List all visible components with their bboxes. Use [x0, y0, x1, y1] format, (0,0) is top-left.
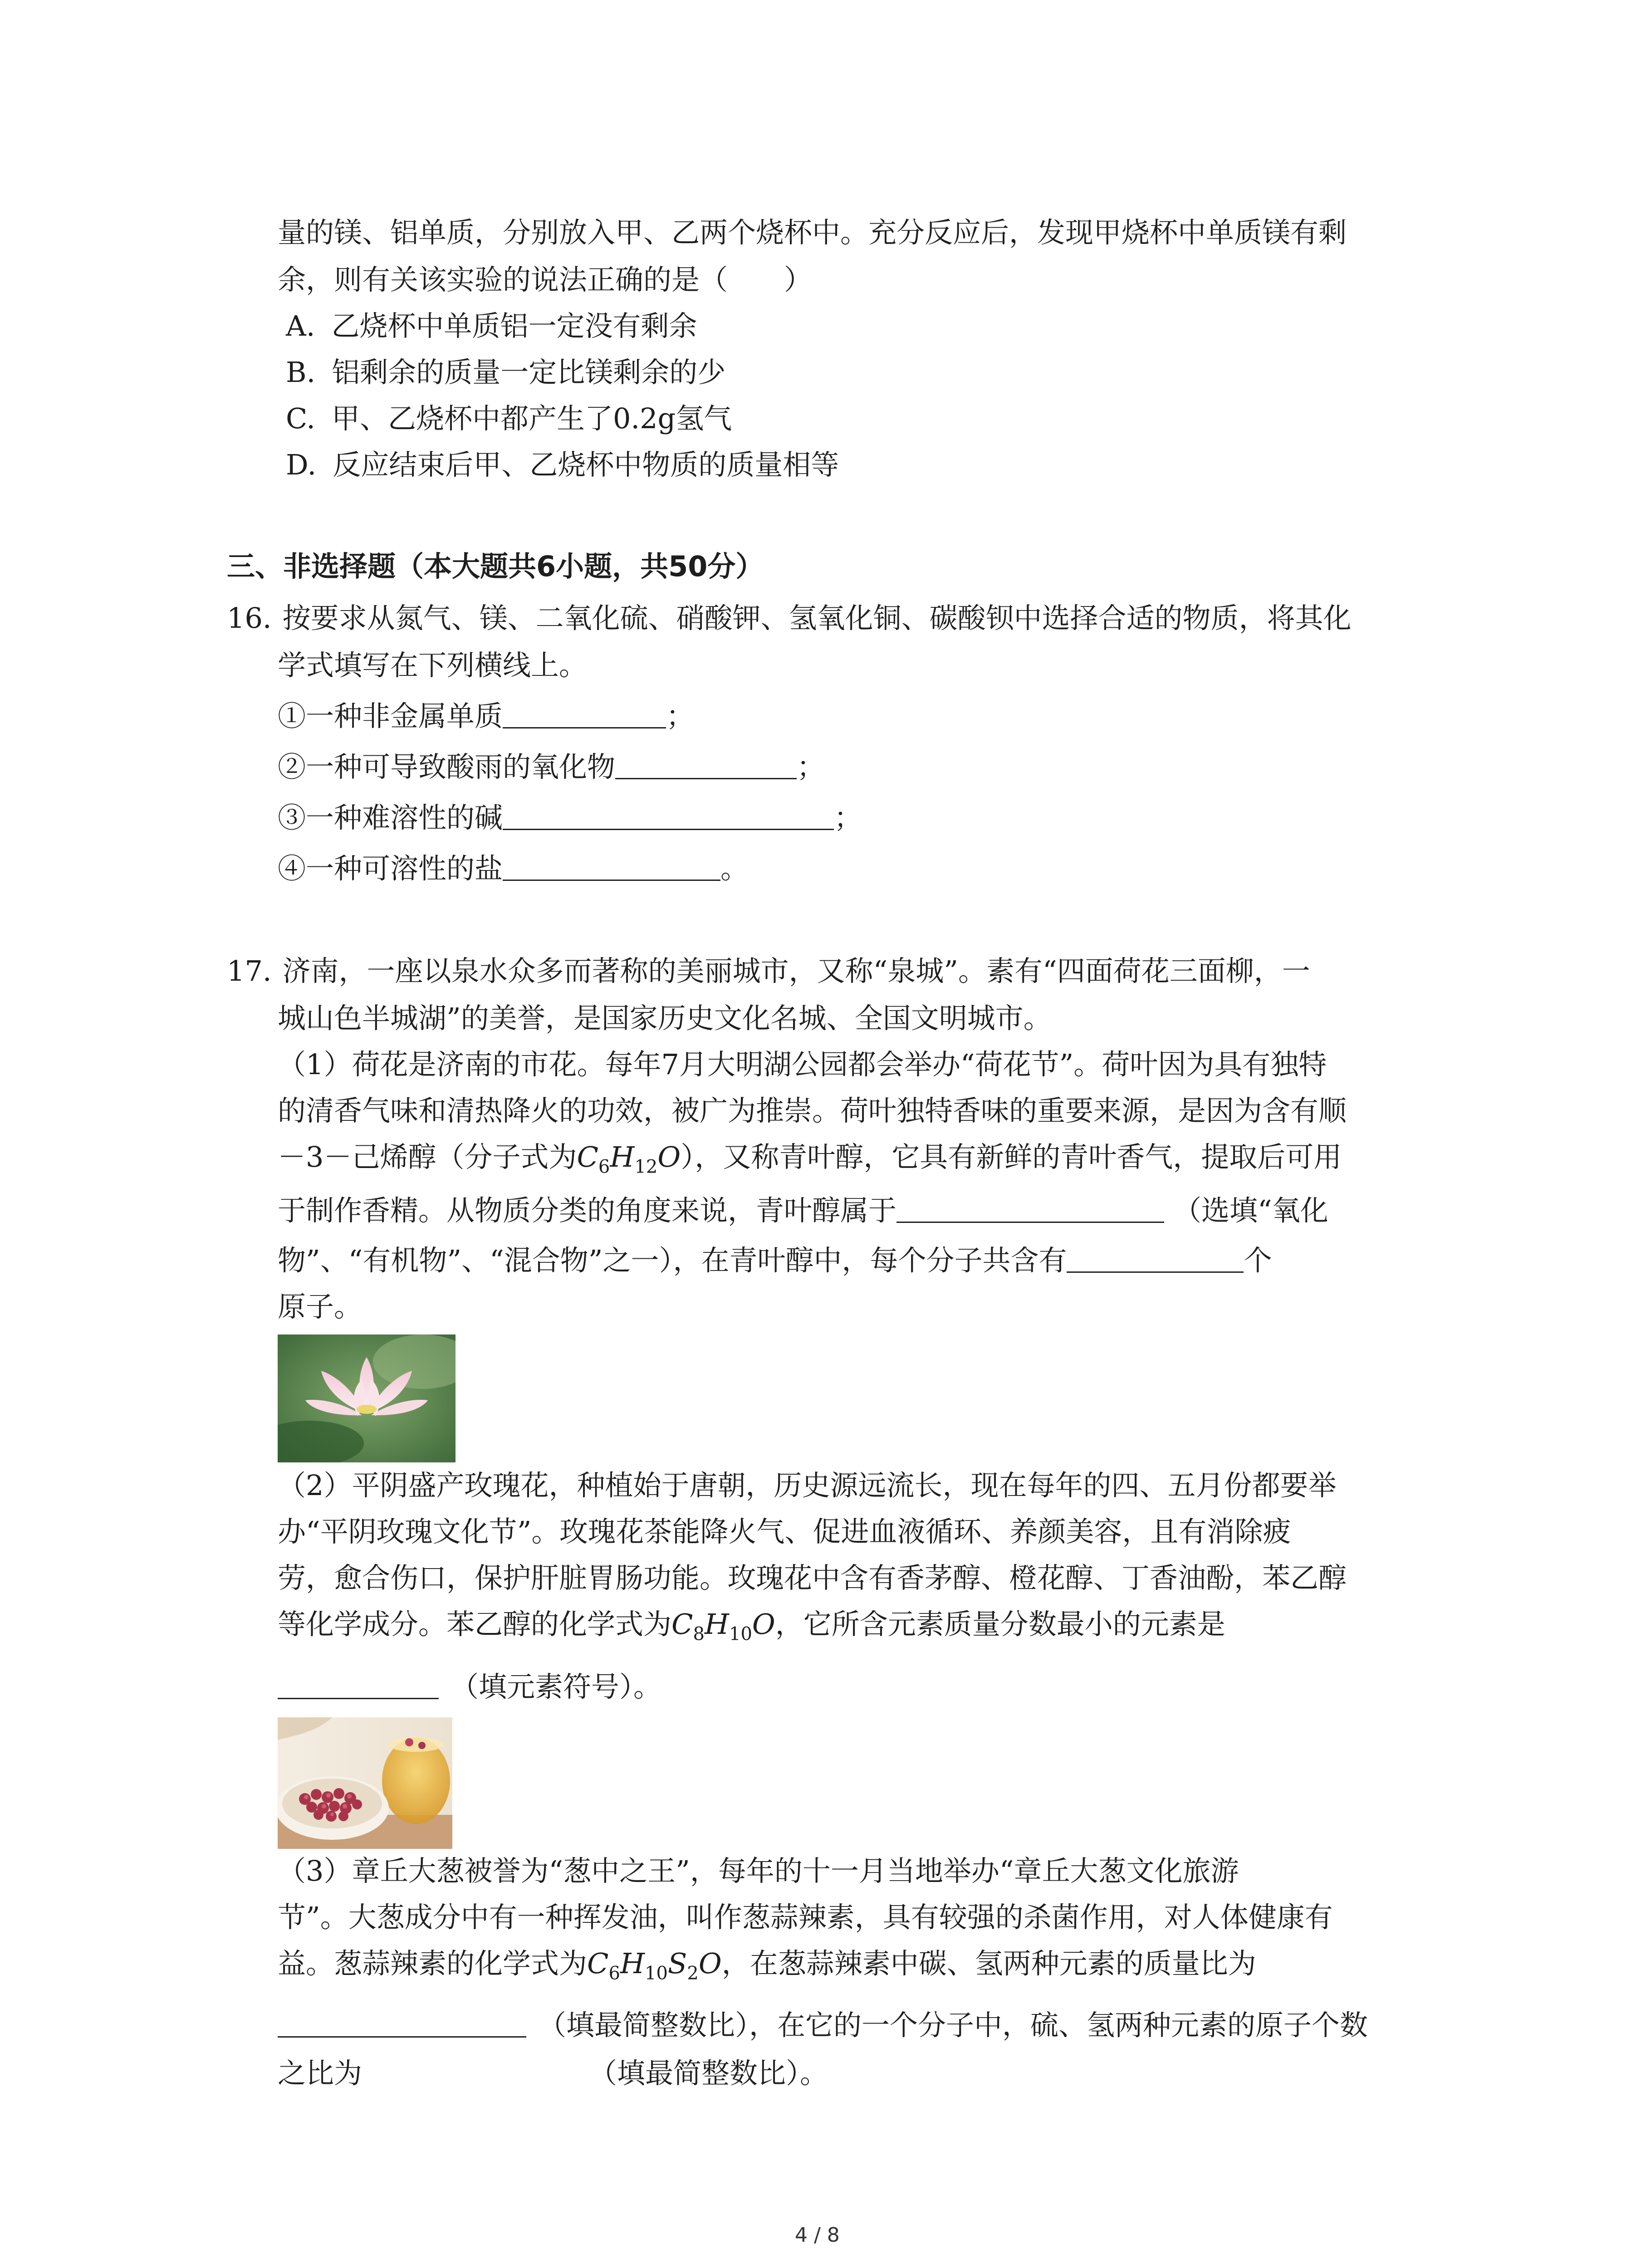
- q17-p1-line2: 的清香气味和清热降火的功效，被广为推崇。荷叶独特香味的重要来源，是因为含有顺: [278, 1094, 1347, 1127]
- q15-option-b: [286, 356, 726, 389]
- lotus-flower-image: [278, 1334, 456, 1462]
- q15-option-a: [286, 309, 697, 342]
- rose-tea-photo: [278, 1717, 452, 1849]
- q17-intro-line2: 城山色半城湖”的美誉，是国家历史文化名城、全国文明城市。: [278, 1002, 1052, 1035]
- question-number: 17.: [227, 954, 272, 987]
- q17-p2-line2: 办“平阴玫瑰文化节”。玫瑰花茶能降火气、促进血液循环、养颜美容，且有消除疲: [278, 1515, 1291, 1548]
- rose-tea-image: [278, 1717, 452, 1849]
- q17-p1-line1: （1）荷花是济南的市花。每年7月大明湖公园都会举办“荷花节”。荷叶因为具有独特: [278, 1048, 1327, 1081]
- lotus-flower-photo: [278, 1334, 456, 1462]
- q17-p2-line1: （2）平阴盛产玫瑰花，种植始于唐朝，历史源远流长，现在每年的四、五月份都要举: [278, 1469, 1337, 1502]
- answer-blank[interactable]: [503, 828, 834, 830]
- q17-p3-line4: （填最简整数比），在它的一个分子中，硫、氢两种元素的原子个数: [278, 2011, 1368, 2039]
- q16-item-1: ①一种非金属单质 ；: [278, 699, 695, 733]
- chemical-formula: $C_6H_{12}O$: [577, 1140, 681, 1178]
- page-number: 4 / 8: [795, 2224, 840, 2247]
- q17-p3-line5: 之比为 （填最简整数比）。: [278, 2057, 828, 2090]
- answer-blank[interactable]: [503, 727, 666, 728]
- q16-line1: 16. 按要求从氮气、镁、二氧化硫、硝酸钾、氢氧化铜、碳酸钡中选择合适的物质，将其化: [227, 601, 1352, 635]
- q17-p3-line2: 节”。大葱成分中有一种挥发油，叫作葱蒜辣素，具有较强的杀菌作用，对人体健康有: [278, 1901, 1333, 1934]
- q17-p2-line5: （填元素符号）。: [278, 1673, 661, 1701]
- q15-option-c: [286, 402, 732, 435]
- option-label: D.: [286, 448, 317, 481]
- option-text: 铝剩余的质量一定比镁剩余的少: [332, 356, 726, 389]
- q17-p3-line1: （3）章丘大葱被誉为“葱中之王”，每年的十一月当地举办“章丘大葱文化旅游: [278, 1854, 1239, 1887]
- option-label: B.: [286, 356, 316, 389]
- q17-p1-line4: 于制作香精。从物质分类的角度来说，青叶醇属于 （选填“氧化: [278, 1194, 1328, 1227]
- q17-p1-line5: 物”、“有机物”、“混合物”之一），在青叶醇中，每个分子共含有 个: [278, 1244, 1272, 1277]
- q15-stem-line2: 余，则有关该实验的说法正确的是（ ）: [278, 263, 813, 296]
- option-label: C.: [286, 402, 315, 435]
- answer-blank[interactable]: [503, 879, 720, 881]
- q17-p1-line6: 原子。: [278, 1290, 362, 1323]
- option-text: 甲、乙烧杯中都产生了0.2g氢气: [331, 402, 732, 435]
- q17-p2-line4: 等化学成分。苯乙醇的化学式为$C_8H_{10}O$，它所含元素质量分数最小的元素是: [278, 1608, 1225, 1645]
- option-text: 反应结束后甲、乙烧杯中物质的质量相等: [333, 448, 839, 481]
- answer-blank[interactable]: [278, 2036, 526, 2038]
- q17-p3-line3: 益。葱蒜辣素的化学式为$C_6H_{10}S_2O$，在葱蒜辣素中碳、氢两种元素的质量比为: [278, 1947, 1256, 1984]
- q15-option-d: [286, 448, 839, 481]
- answer-blank[interactable]: [615, 777, 797, 779]
- question-number: 16.: [227, 601, 272, 635]
- q16-item-3: ③一种难溶性的碱 ；: [278, 801, 862, 834]
- q17-intro-line1: 17. 济南，一座以泉水众多而著称的美丽城市，又称“泉城”。素有“四面荷花三面柳，一: [227, 954, 1310, 987]
- answer-blank[interactable]: [278, 1697, 439, 1699]
- chemical-formula: $C_8H_{10}O$: [671, 1608, 775, 1645]
- option-text: 乙烧杯中单质铝一定没有剩余: [331, 309, 697, 342]
- q17-p1-line3: －3－己烯醇（分子式为$C_6H_{12}O$），又称青叶醇，它具有新鲜的青叶香气，提取后可用: [278, 1140, 1342, 1178]
- q15-stem-line1: 量的镁、铝单质，分别放入甲、乙两个烧杯中。充分反应后，发现甲烧杯中单质镁有剩: [278, 216, 1347, 249]
- q16-item-4: ④一种可溶性的盐 。: [278, 852, 749, 885]
- answer-blank[interactable]: [1067, 1271, 1244, 1273]
- section-heading: 三、非选择题（本大题共6小题，共50分）: [227, 550, 764, 583]
- chemical-formula: $C_6H_{10}S_2O$: [587, 1947, 722, 1984]
- option-label: A.: [286, 309, 315, 342]
- answer-blank[interactable]: [896, 1221, 1164, 1223]
- q16-item-2: ②一种可导致酸雨的氧化物 ；: [278, 750, 825, 783]
- q17-p2-line3: 劳，愈合伤口，保护肝脏胃肠功能。玫瑰花中含有香茅醇、橙花醇、丁香油酚，苯乙醇: [278, 1561, 1347, 1594]
- q16-line2: 学式填写在下列横线上。: [278, 649, 588, 682]
